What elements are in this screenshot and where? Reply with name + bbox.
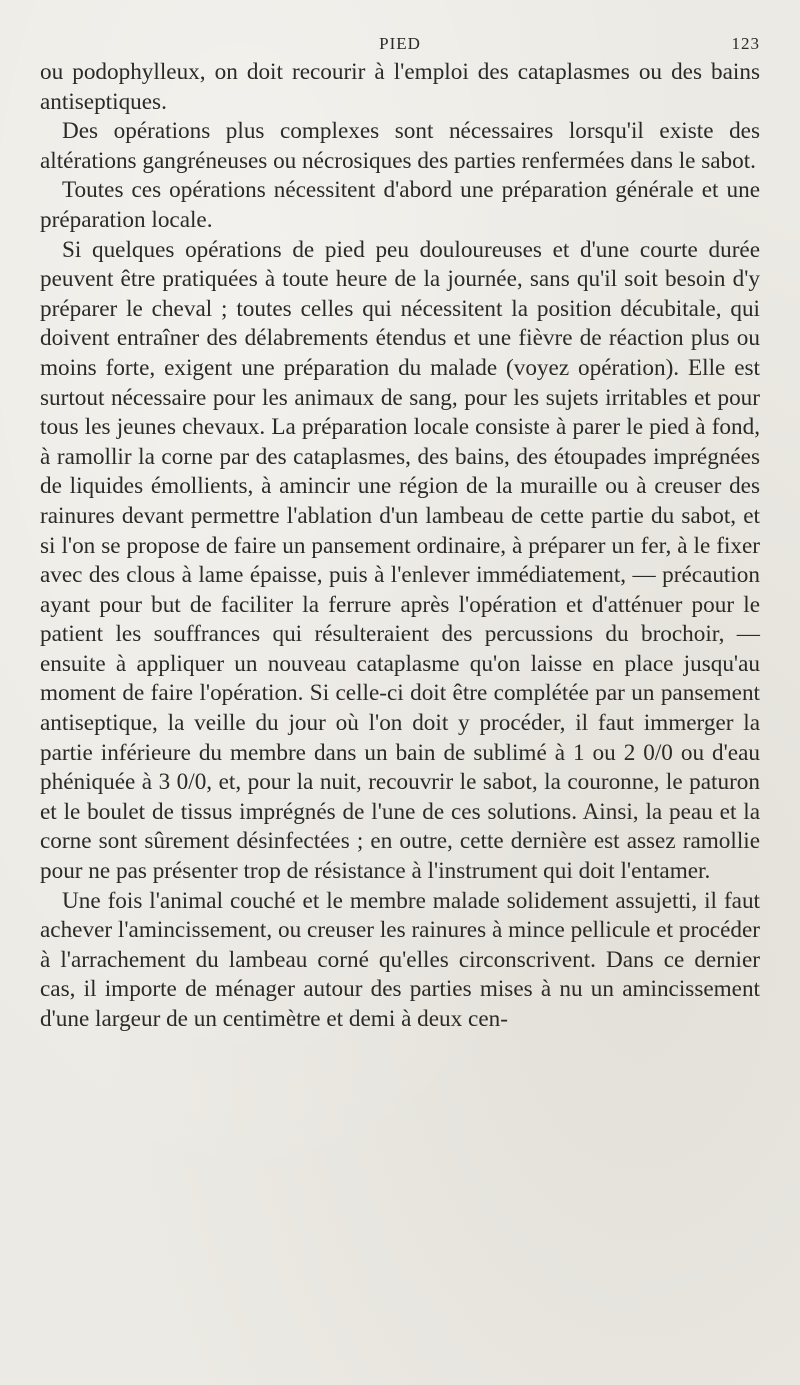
- running-head: [40, 28, 760, 58]
- body-text: [40, 58, 760, 1035]
- running-title: PIED: [379, 34, 421, 53]
- paragraph-continued: ou podophylleux, on doit recourir à l'emploi des cataplasmes ou des bains antiseptiques.: [40, 59, 760, 115]
- paragraph: Des opérations plus complexes sont nécessaires lorsqu'il existe des altérations gangréneuses ou nécrosiques des parties renfermées dans le sabot.: [40, 118, 760, 174]
- paragraph: Une fois l'animal couché et le membre malade solidement assujetti, il faut achever l'amincissement, ou creuser les rainures à mince pellicule et procéder à l'arrachement du lambeau corné qu'elles circonscrivent. Dans ce dernier cas, il importe de ménager autour des parties mises à nu un amincissement d'une largeur de un centimètre et demi à deux cen-: [40, 887, 760, 1032]
- paragraph: Toutes ces opérations nécessitent d'abord une préparation générale et une préparation locale.: [40, 177, 760, 233]
- page-number: 123: [731, 34, 760, 53]
- paragraph: Si quelques opérations de pied peu douloureuses et d'une courte durée peuvent être pratiquées à toute heure de la journée, sans qu'il soit besoin d'y préparer le cheval ; toutes celles qui nécessitent la position décubitale, qui doivent entraîner des délabrements étendus et une fièvre de réaction plus ou moins forte, exigent une préparation du malade (voyez opération). Elle est surtout nécessaire pour les animaux de sang, pour les sujets irritables et pour tous les jeunes chevaux. La préparation locale consiste à parer le pied à fond, à ramollir la corne par des cataplasmes, des bains, des étoupades imprégnées de liquides émollients, à amincir une région de la muraille ou à creuser des rainures devant permettre l'ablation d'un lambeau de cette partie du sabot, et si l'on se propose de faire un pansement ordinaire, à préparer un fer, à le fixer avec des clous à lame épaisse, puis à l'enlever immédiatement, — précaution ayant pour but de faciliter la ferrure après l'opération et d'atténuer pour le patient les souffrances qui résulteraient des percussions du brochoir, — ensuite à appliquer un nouveau cataplasme qu'on laisse en place jusqu'au moment de faire l'opération. Si celle-ci doit être complétée par un pansement antiseptique, la veille du jour où l'on doit y procéder, il faut immerger la partie inférieure du membre dans un bain de sublimé à 1 ou 2 0/0 ou d'eau phéniquée à 3 0/0, et, pour la nuit, recouvrir le sabot, la couronne, le paturon et le boulet de tissus imprégnés de l'une de ces solutions. Ainsi, la peau et la corne sont sûrement désinfectées ; en outre, cette dernière est assez ramollie pour ne pas présenter trop de résistance à l'instrument qui doit l'entamer.: [40, 236, 760, 885]
